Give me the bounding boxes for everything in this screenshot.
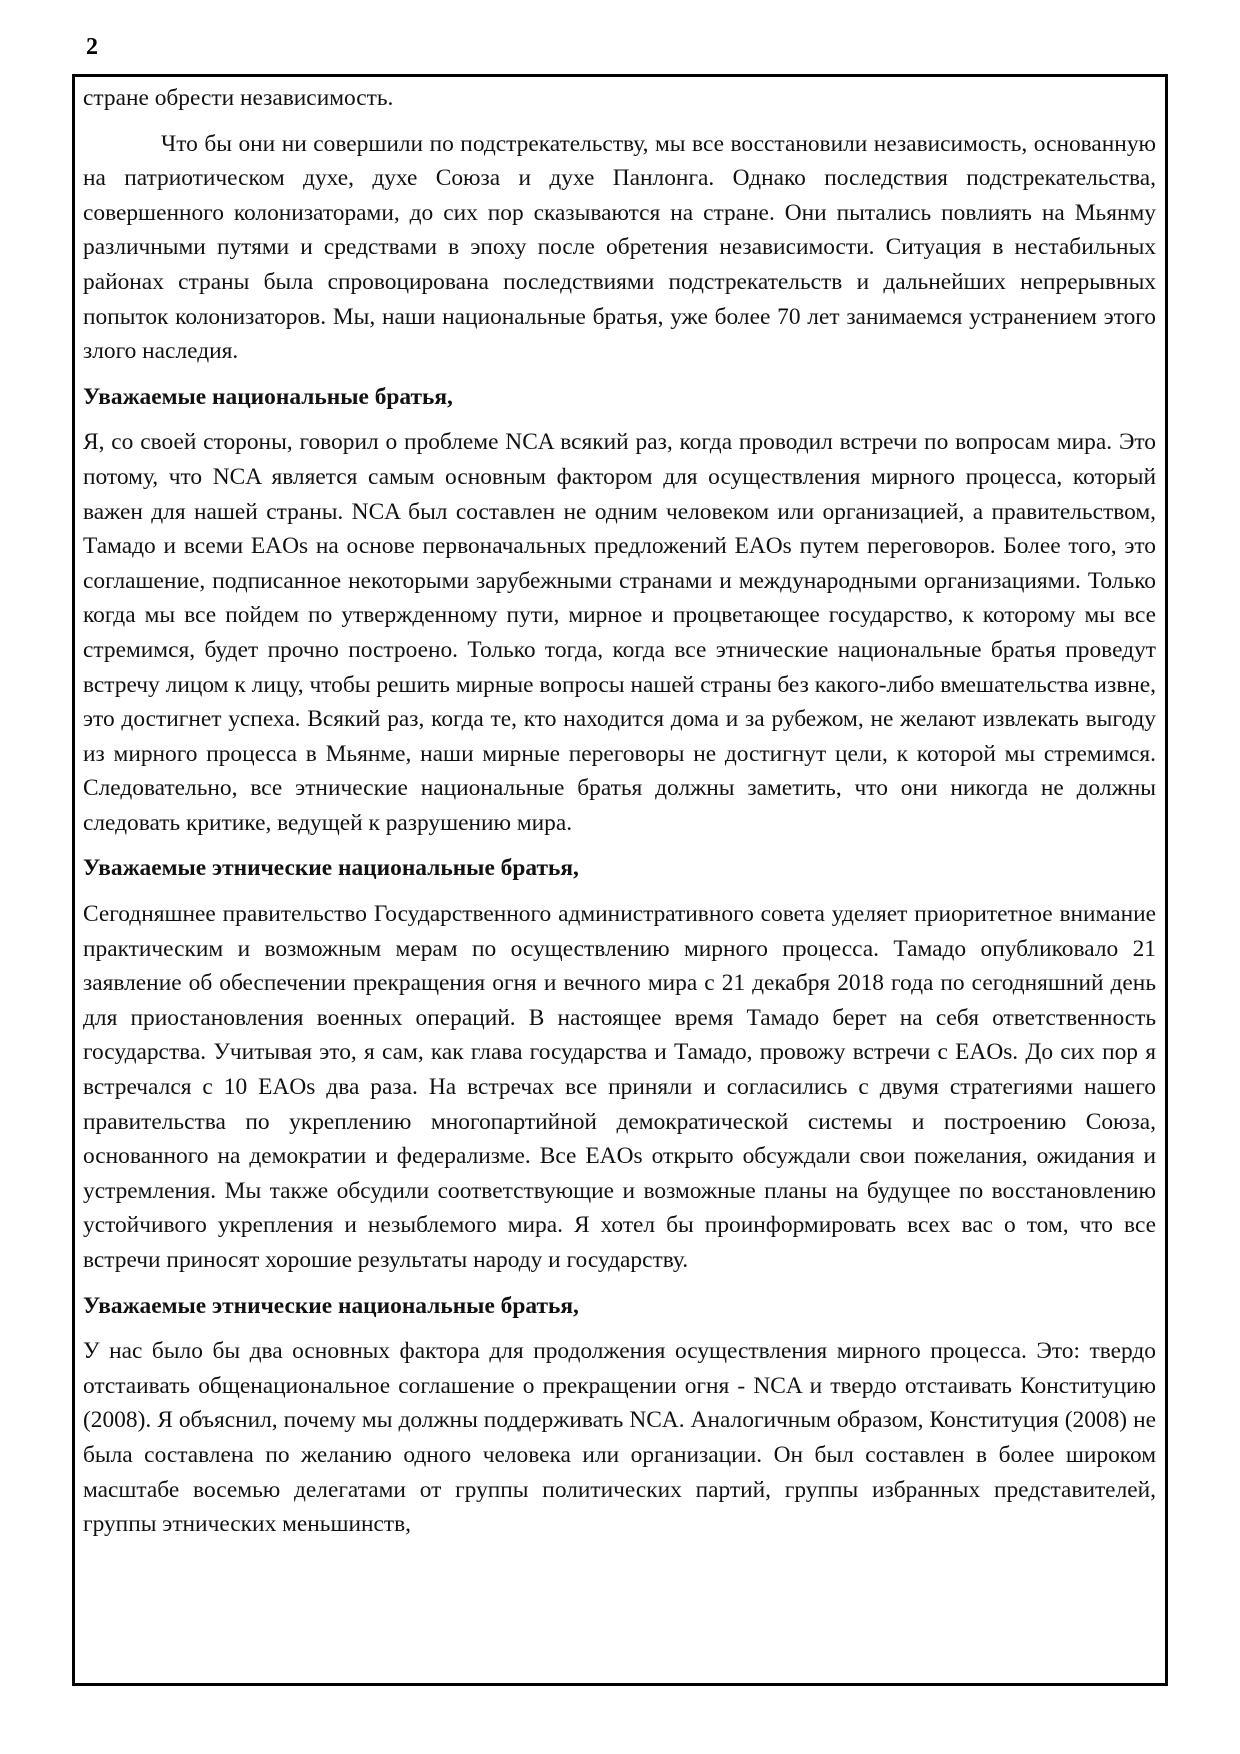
paragraph-constitution: У нас было бы два основных фактора для продолжения осуществления мирного процесса. Это: твердо отстаивать общенациональное соглашение о прекращении огня - NCA и твердо отстаивать Конституцию (2008). Я объяснил, почему мы должны поддерживать NCA. Аналогичным образом, Конституция (2008) не была составлена по желанию одного человека или организации. Он был составлен в более широком масштабе восемью делегатами от группы политических партий, группы избранных представителей, группы этнических меньшинств, [83,1338,1156,1538]
section-heading: Уважаемые этнические национальные братья, [83,1292,579,1319]
paragraph-continuation: стране обрести независимость. [83,85,394,111]
section-heading: Уважаемые национальные братья, [83,383,453,410]
page-number: 2 [86,34,98,60]
paragraph-nca: Я, со своей стороны, говорил о проблеме NCA всякий раз, когда проводил встречи по вопросам мира. Это потому, что NCA является самым основным фактором для осуществления мирного процесса, который важен для нашей страны. NCA был составлен не одним человеком или организацией, а правительством, Тамадо и всеми EAOs на основе первоначальных предложений EAOs путем переговоров. Более того, это соглашение, подписанное некоторыми зарубежными странами и международными организациями. Только когда мы все пойдем по утвержденному пути, мирное и процветающее государство, к которому мы все стремимся, будет прочно построено. Только тогда, когда все этнические национальные братья проведут встречу лицом к лицу, чтобы решить мирные вопросы нашей страны без какого-либо вмешательства извне, это достигнет успеха. Всякий раз, когда те, кто находится дома и за рубежом, не желают извлекать выгоду из мирного процесса в Мьянме, наши мирные переговоры не достигнут цели, к которой мы стремимся. Следовательно, все этнические национальные братья должны заметить, что они никогда не должны следовать критике, ведущей к разрушению мира. [83,429,1156,836]
paragraph-independence: Что бы они ни совершили по подстрекательству, мы все восстановили независимость, основанную на патриотическом духе, духе Союза и духе Панлонга. Однако последствия подстрекательства, совершенного колонизаторами, до сих пор сказываются на стране. Они пытались повлиять на Мьянму различными путями и средствами в эпоху после обретения независимости. Ситуация в нестабильных районах страны была спровоцирована последствиями подстрекательств и дальнейших непрерывных попыток колонизаторов. Мы, наши национальные братья, уже более 70 лет занимаемся устранением этого злого наследия. [83,130,1156,365]
text-frame [72,74,1168,1686]
document-body [83,81,1156,1542]
paragraph-government: Сегодняшнее правительство Государственного административного совета уделяет приоритетное внимание практическим и возможным мерам по осуществлению мирного процесса. Тамадо опубликовало 21 заявление об обеспечении прекращения огня и вечного мира с 21 декабря 2018 года по сегодняшний день для приостановления военных операций. В настоящее время Тамадо берет на себя ответственность государства. Учитывая это, я сам, как глава государства и Тамадо, провожу встречи с EAOs. До сих пор я встречался с 10 EAOs два раза. На встречах все приняли и согласились с двумя стратегиями нашего правительства по укреплению многопартийной демократической системы и построению Союза, основанного на демократии и федерализме. Все EAOs открыто обсуждали свои пожелания, ожидания и устремления. Мы также обсудили соответствующие и возможные планы на будущее по восстановлению устойчивого укрепления и незыблемого мира. Я хотел бы проинформировать всех вас о том, что все встречи приносят хорошие результаты народу и государству. [83,901,1156,1273]
section-heading: Уважаемые этнические национальные братья, [83,855,579,882]
